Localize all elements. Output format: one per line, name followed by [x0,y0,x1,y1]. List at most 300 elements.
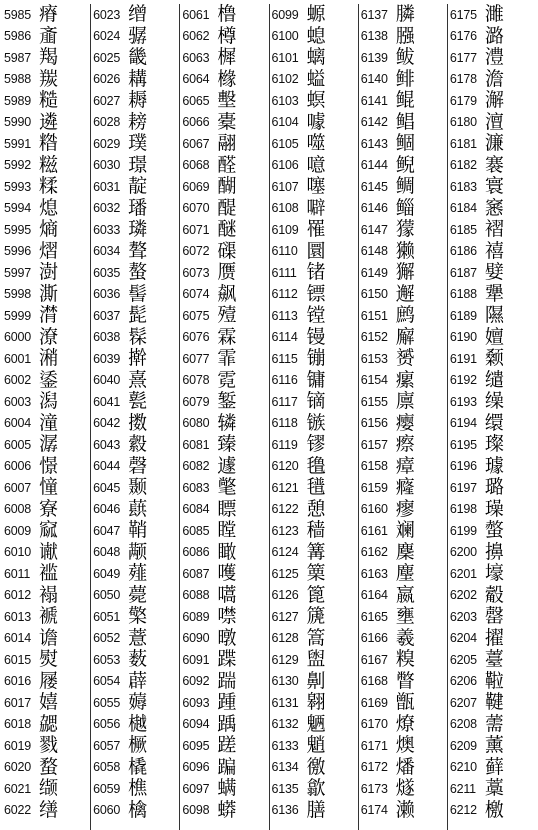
entry-character: 镛 [306,368,326,391]
entry-character: 瞠 [217,519,237,542]
index-entry [272,735,358,757]
entry-code: 6080 [182,416,210,431]
entry-character: 憩 [306,497,326,520]
entry-code: 6194 [449,416,477,431]
entry-code: 6035 [93,265,121,280]
entry-character: 蟒 [217,798,237,821]
entry-character: 髻 [128,282,148,305]
entry-character: 篝 [306,540,326,563]
index-entry [182,90,268,112]
entry-code: 6023 [93,7,121,22]
entry-character: 螨 [217,777,237,800]
index-entry [450,456,536,478]
index-entry [272,628,358,650]
entry-character: 鲅 [395,46,415,69]
entry-code: 6096 [182,760,210,775]
entry-code: 6138 [360,29,388,44]
index-entry [4,778,90,800]
entry-code: 5996 [4,244,32,259]
entry-code: 6090 [182,631,210,646]
entry-character: 薏 [128,626,148,649]
index-entry [361,155,447,177]
entry-character: 耩 [128,67,148,90]
entry-character: 鲲 [395,89,415,112]
index-entry [93,778,179,800]
entry-code: 6192 [449,373,477,388]
entry-character: 憧 [39,476,59,499]
entry-code: 6074 [182,287,210,302]
entry-character: 憬 [39,454,59,477]
index-entry [93,800,179,822]
entry-character: 糍 [39,153,59,176]
index-entry [182,628,268,650]
entry-character: 褶 [484,218,504,241]
entry-code: 6042 [93,416,121,431]
entry-code: 6142 [360,115,388,130]
entry-code: 6102 [271,72,299,87]
entry-code: 6169 [360,695,388,710]
entry-character: 樽 [217,24,237,47]
entry-code: 6208 [449,717,477,732]
entry-character: 壅 [395,605,415,628]
index-entry [450,520,536,542]
entry-character: 璘 [128,218,148,241]
index-column-4 [270,4,359,830]
index-entry [4,456,90,478]
entry-code: 6078 [182,373,210,388]
entry-code: 5998 [4,287,32,302]
entry-character: 遽 [217,454,237,477]
entry-code: 6095 [182,738,210,753]
entry-code: 6164 [360,588,388,603]
entry-character: 橛 [128,734,148,757]
entry-code: 6188 [449,287,477,302]
entry-character: 獬 [395,261,415,284]
entry-code: 6210 [449,760,477,775]
index-entry [361,47,447,69]
entry-code: 6063 [182,50,210,65]
entry-character: 橹 [217,3,237,26]
index-entry [4,714,90,736]
entry-character: 瞥 [395,669,415,692]
index-entry [361,649,447,671]
entry-code: 6088 [182,588,210,603]
entry-character: 檎 [128,798,148,821]
entry-code: 6041 [93,394,121,409]
index-entry [272,563,358,585]
entry-character: 谵 [39,626,59,649]
entry-character: 暾 [217,626,237,649]
entry-character: 螯 [128,261,148,284]
entry-character: 膦 [395,3,415,26]
entry-character: 膳 [306,798,326,821]
entry-code: 6195 [449,437,477,452]
entry-character: 薮 [128,648,148,671]
entry-character: 糌 [39,132,59,155]
entry-code: 6097 [182,781,210,796]
index-column-2 [91,4,180,830]
entry-code: 6141 [360,93,388,108]
index-entry [450,413,536,435]
entry-character: 缮 [39,798,59,821]
entry-character: 鲻 [395,196,415,219]
index-entry [4,563,90,585]
index-entry [182,671,268,693]
entry-code: 6207 [449,695,477,710]
entry-code: 6070 [182,201,210,216]
entry-character: 斓 [395,519,415,542]
index-entry [4,305,90,327]
entry-character: 噻 [306,175,326,198]
index-column-1 [2,4,91,830]
entry-code: 6003 [4,394,32,409]
entry-character: 鋈 [39,368,59,391]
entry-code: 6190 [449,330,477,345]
index-entry [450,4,536,26]
entry-character: 擞 [128,411,148,434]
entry-character: 麈 [395,562,415,585]
entry-code: 6098 [182,803,210,818]
entry-code: 6029 [93,136,121,151]
entry-character: 橐 [217,110,237,133]
entry-character: 臻 [217,433,237,456]
index-entry [4,327,90,349]
entry-code: 6075 [182,308,210,323]
index-entry [450,585,536,607]
entry-code: 6103 [271,93,299,108]
entry-character: 澍 [39,261,59,284]
index-entry [4,649,90,671]
entry-character: 鲳 [395,110,415,133]
entry-character: 蹉 [217,734,237,757]
entry-code: 6148 [360,244,388,259]
index-entry [4,757,90,779]
entry-code: 6085 [182,523,210,538]
index-entry [182,456,268,478]
index-entry [272,348,358,370]
index-entry [93,155,179,177]
index-entry [182,692,268,714]
index-entry [361,477,447,499]
index-entry [4,219,90,241]
entry-character: 盥 [306,648,326,671]
index-entry [93,241,179,263]
entry-code: 6131 [271,695,299,710]
entry-code: 6137 [360,7,388,22]
entry-code: 6197 [449,480,477,495]
index-entry [93,4,179,26]
entry-code: 6203 [449,609,477,624]
index-entry [93,348,179,370]
index-column-6 [448,4,536,830]
entry-code: 6118 [271,416,298,431]
entry-character: 螠 [306,67,326,90]
index-entry [361,563,447,585]
entry-code: 6050 [93,588,121,603]
index-entry [361,305,447,327]
entry-character: 镖 [306,282,326,305]
index-entry [450,262,536,284]
index-entry [182,284,268,306]
entry-character: 糗 [395,648,415,671]
entry-character: 潼 [39,411,59,434]
entry-code: 6016 [4,674,32,689]
index-entry [182,585,268,607]
entry-code: 6212 [449,803,477,818]
entry-character: 藁 [484,777,504,800]
index-entry [182,198,268,220]
entry-character: 甑 [395,691,415,714]
index-entry [361,90,447,112]
entry-code: 6034 [93,244,121,259]
entry-code: 6119 [271,437,298,452]
entry-code: 6031 [93,179,121,194]
entry-code: 6106 [271,158,299,173]
entry-character: 屦 [39,669,59,692]
entry-character: 罹 [306,218,326,241]
entry-code: 5991 [4,136,32,151]
entry-character: 擢 [484,626,504,649]
index-entry [450,198,536,220]
entry-character: 罄 [484,605,504,628]
entry-character: 噤 [217,605,237,628]
index-entry [4,628,90,650]
index-entry [361,606,447,628]
index-entry [361,198,447,220]
index-entry [93,133,179,155]
entry-code: 6001 [4,351,32,366]
entry-character: 薹 [484,648,504,671]
entry-character: 齑 [39,24,59,47]
entry-code: 6147 [360,222,388,237]
index-entry [361,370,447,392]
index-entry [361,542,447,564]
index-entry [361,348,447,370]
entry-code: 6083 [182,480,210,495]
entry-character: 噫 [306,153,326,176]
index-entry [450,606,536,628]
index-entry [4,241,90,263]
entry-code: 6125 [271,566,299,581]
index-entry [272,305,358,327]
index-entry [4,735,90,757]
entry-character: 璟 [128,153,148,176]
index-entry [182,4,268,26]
index-entry [361,499,447,521]
index-entry [182,327,268,349]
index-entry [450,735,536,757]
entry-code: 6200 [449,545,477,560]
entry-character: 璠 [128,196,148,219]
index-entry [93,413,179,435]
entry-character: 樾 [128,712,148,735]
entry-code: 6033 [93,222,121,237]
entry-character: 髭 [128,304,148,327]
entry-character: 鹧 [395,304,415,327]
entry-character: 螟 [306,89,326,112]
entry-character: 潸 [39,304,59,327]
entry-code: 6121 [271,480,299,495]
entry-character: 畿 [128,46,148,69]
index-entry [361,585,447,607]
index-entry [182,69,268,91]
index-entry [272,456,358,478]
entry-character: 瘵 [395,433,415,456]
entry-character: 醚 [217,218,237,241]
index-entry [272,391,358,413]
index-entry [182,649,268,671]
entry-character: 薰 [484,734,504,757]
index-entry [272,585,358,607]
entry-character: 檄 [484,798,504,821]
index-entry [272,434,358,456]
entry-character: 燔 [395,755,415,778]
entry-code: 6196 [449,459,477,474]
entry-character: 薜 [128,669,148,692]
entry-character: 檠 [128,605,148,628]
index-entry [450,757,536,779]
index-entry [361,692,447,714]
entry-code: 6154 [360,373,388,388]
entry-code: 6146 [360,201,388,216]
index-column-3 [180,4,269,830]
entry-code: 6011 [4,566,31,581]
index-entry [182,370,268,392]
index-entry [93,284,179,306]
entry-character: 璩 [484,454,504,477]
entry-code: 6055 [93,695,121,710]
entry-code: 6128 [271,631,299,646]
entry-code: 6040 [93,373,121,388]
entry-code: 6177 [449,50,477,65]
index-entry [4,671,90,693]
entry-character: 螫 [484,519,504,542]
index-entry [4,413,90,435]
index-entry [182,413,268,435]
entry-character: 燧 [395,777,415,800]
index-entry [272,4,358,26]
index-entry [4,542,90,564]
entry-code: 6092 [182,674,210,689]
entry-character: 噬 [306,132,326,155]
index-entry [4,112,90,134]
index-entry [361,69,447,91]
entry-character: 羯 [39,46,59,69]
entry-code: 6018 [4,717,32,732]
entry-character: 潺 [39,433,59,456]
index-entry [182,262,268,284]
entry-character: 藓 [484,755,504,778]
entry-character: 霓 [217,368,237,391]
index-entry [450,176,536,198]
index-entry [450,47,536,69]
index-entry [272,262,358,284]
entry-character: 赝 [217,261,237,284]
entry-code: 6049 [93,566,121,581]
entry-code: 6014 [4,631,32,646]
entry-character: 篙 [306,626,326,649]
entry-code: 6179 [449,93,477,108]
entry-code: 6166 [360,631,388,646]
index-entry [4,477,90,499]
entry-character: 邂 [395,282,415,305]
index-entry [450,155,536,177]
entry-code: 6167 [360,652,388,667]
index-entry [450,499,536,521]
index-entry [182,112,268,134]
entry-code: 6185 [449,222,477,237]
entry-code: 6064 [182,72,210,87]
entry-character: 镠 [306,433,326,456]
entry-code: 6084 [182,502,210,517]
entry-code: 6155 [360,394,388,409]
entry-character: 樨 [217,46,237,69]
entry-character: 澶 [484,110,504,133]
index-entry [4,391,90,413]
entry-character: 濉 [484,3,504,26]
index-entry [450,26,536,48]
index-entry [93,671,179,693]
index-entry [450,90,536,112]
entry-character: 磲 [217,239,237,262]
index-entry [361,327,447,349]
entry-character: 犟 [484,282,504,305]
entry-code: 6126 [271,588,299,603]
entry-character: 壕 [484,562,504,585]
entry-character: 飙 [217,282,237,305]
entry-code: 6178 [449,72,477,87]
entry-character: 褟 [39,583,59,606]
index-entry [450,434,536,456]
entry-code: 6067 [182,136,210,151]
entry-character: 澹 [484,67,504,90]
entry-character: 聱 [128,239,148,262]
index-entry [93,26,179,48]
entry-character: 糙 [39,89,59,112]
entry-code: 6153 [360,351,388,366]
entry-code: 6072 [182,244,210,259]
entry-code: 6065 [182,93,210,108]
entry-code: 6205 [449,652,477,667]
entry-character: 辚 [217,411,237,434]
entry-code: 6030 [93,158,121,173]
entry-character: 褴 [39,562,59,585]
index-entry [450,348,536,370]
entry-character: 魈 [306,734,326,757]
index-entry [450,671,536,693]
index-entry [4,47,90,69]
index-entry [93,520,179,542]
entry-code: 6012 [4,588,32,603]
entry-code: 6093 [182,695,210,710]
index-entry [272,800,358,822]
entry-code: 6209 [449,738,477,753]
entry-code: 6134 [271,760,299,775]
entry-code: 6133 [271,738,299,753]
index-entry [182,606,268,628]
entry-character: 嚄 [217,562,237,585]
index-entry [93,456,179,478]
entry-code: 6156 [360,416,388,431]
entry-code: 6152 [360,330,388,345]
entry-character: 觳 [484,583,504,606]
entry-character: 谳 [39,540,59,563]
index-entry [4,26,90,48]
entry-code: 6021 [4,781,32,796]
entry-code: 6163 [360,566,388,581]
index-entry [272,757,358,779]
entry-character: 靛 [128,175,148,198]
